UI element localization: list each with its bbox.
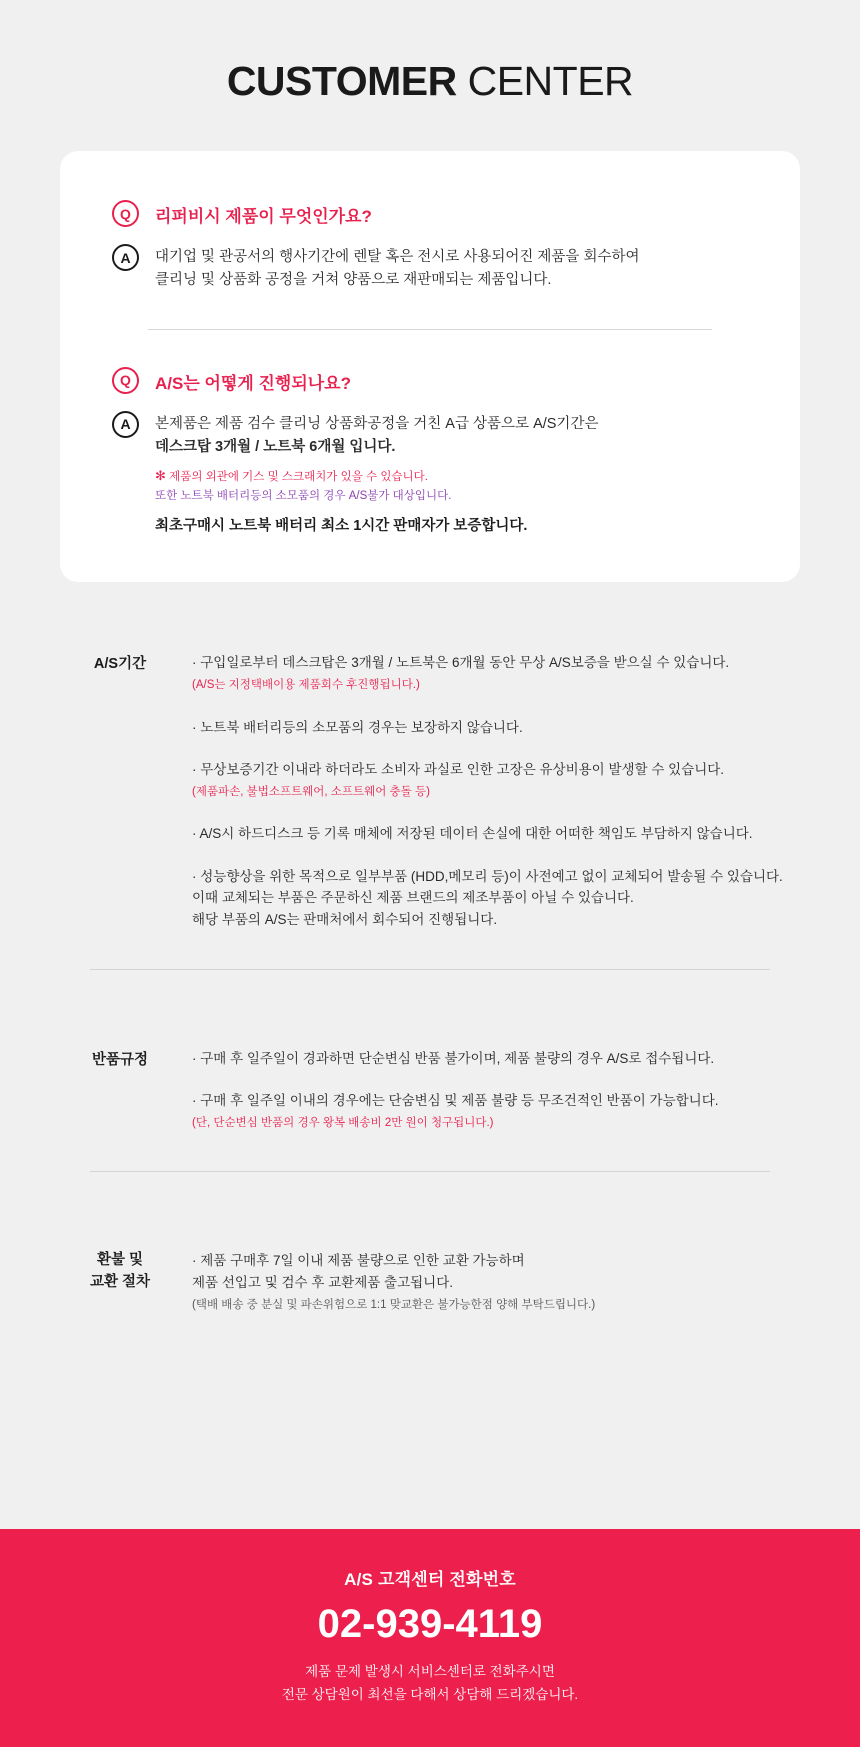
bullet-line: · 무상보증기간 이내라 하더라도 소비자 과실로 인한 고장은 유상비용이 발생할 수 있습니다. <box>192 762 725 778</box>
list-item <box>192 717 800 739</box>
policy-body-refund <box>180 1250 800 1315</box>
faq-answer-line-1: 대기업 및 관공서의 행사기간에 렌탈 혹은 전시로 사용되어진 제품을 회수하여 <box>155 249 640 265</box>
policy-label-return: 반품규정 <box>91 1051 149 1068</box>
faq-answer-line-1: 본제품은 제품 검수 클리닝 상품화공정을 거친 A급 상품으로 A/S기간은 <box>155 415 599 432</box>
policy-label-as: A/S기간 <box>93 656 147 673</box>
faq-answer-line-2: 데스크탑 3개월 / 노트북 6개월 입니다. <box>155 439 396 456</box>
bullet-line: · 제품 구매후 7일 이내 제품 불량으로 인한 교환 가능하며 <box>192 1253 525 1269</box>
faq-answer-line-2: 클리닝 및 상품화 공정을 거쳐 양품으로 재판매되는 제품입니다. <box>155 272 552 289</box>
footer-contact <box>0 1529 860 1747</box>
bullet-line: · 구입일로부터 데스크탑은 3개월 / 노트북은 6개월 동안 무상 A/S보증을 받으실 수 있습니다. <box>192 655 730 671</box>
faq-card <box>60 151 800 582</box>
question-badge-icon: Q <box>112 367 139 394</box>
faq-answer-notes <box>155 465 598 506</box>
faq-question-text: A/S는 어떻게 진행되나요? <box>155 373 351 393</box>
bullet-sub: (단, 단순변심 반품의 경우 왕복 배송비 2만 원이 청구됩니다.) <box>192 1116 494 1129</box>
list-item <box>192 652 800 695</box>
footer-line-2: 전문 상담원이 최선을 다해서 상담해 드리겠습니다. <box>281 1687 579 1703</box>
policy-body-as <box>180 652 800 930</box>
faq-answer-text <box>155 410 598 538</box>
bullet-sub: (택배 배송 중 분실 및 파손위험으로 1:1 맞교환은 불가능한점 양해 부탁드립니다.) <box>192 1298 596 1311</box>
faq-answer-row <box>112 410 748 538</box>
list-item <box>192 823 800 845</box>
section-divider <box>90 969 770 970</box>
page-title <box>0 58 860 105</box>
page-title-bold: CUSTOMER <box>226 58 457 104</box>
page-header <box>0 0 860 151</box>
faq-note-1-text: 제품의 외관에 기스 및 스크래치가 있을 수 있습니다. <box>169 470 428 483</box>
bullet-sub: (제품파손, 불법소프트웨어, 소프트웨어 충돌 등) <box>192 785 430 798</box>
faq-question-text: 리퍼비시 제품이 무엇인가요? <box>155 207 372 226</box>
faq-question-row <box>112 366 748 394</box>
list-item <box>192 1250 800 1315</box>
bullet-line: · 구매 후 일주일 이내의 경우에는 단숨변심 및 제품 불량 등 무조건적인 반품이 가능합니다. <box>192 1093 719 1109</box>
faq-item-2 <box>112 366 748 538</box>
policy-row <box>60 1232 800 1337</box>
policy-section-as <box>60 634 800 1337</box>
faq-note-2: 또한 노트북 배터리등의 소모품의 경우 A/S불가 대상입니다. <box>155 489 452 502</box>
policy-body-return <box>180 1048 800 1134</box>
list-item <box>192 866 800 931</box>
spacer <box>60 1188 800 1232</box>
policy-label-refund: 환불 및 교환 절차 <box>89 1252 151 1291</box>
list-item <box>192 1090 800 1133</box>
page-title-light: CENTER <box>456 58 634 104</box>
faq-item-1 <box>112 199 748 293</box>
bullet-line: 이때 교체되는 부품은 주문하신 제품 브랜드의 제조부품이 아닐 수 있습니다. <box>192 890 634 906</box>
section-divider <box>90 1171 770 1172</box>
faq-answer-final: 최초구매시 노트북 배터리 최소 1시간 판매자가 보증합니다. <box>155 517 528 534</box>
faq-divider <box>148 329 712 330</box>
footer-line-1: 제품 문제 발생시 서비스센터로 전화주시면 <box>305 1663 555 1679</box>
question-badge-icon: Q <box>112 200 139 227</box>
faq-question-row <box>112 199 748 227</box>
asterisk-icon: ✻ <box>155 467 166 483</box>
footer-title: A/S 고객센터 전화번호 <box>344 1569 516 1589</box>
policy-row <box>60 634 800 952</box>
bullet-line: 제품 선입고 및 검수 후 교환제품 출고됩니다. <box>192 1274 453 1290</box>
faq-answer-text <box>155 243 639 293</box>
list-item <box>192 759 800 802</box>
footer-phone-number[interactable]: 02-939-4119 <box>317 1601 543 1646</box>
bullet-line: · 성능향상을 위한 목적으로 일부부품 (HDD,메모리 등)이 사전예고 없이 교체되어 발송될 수 있습니다. <box>192 868 783 884</box>
bullet-line: · A/S시 하드디스크 등 기록 매체에 저장된 데이터 손실에 대한 어떠한 책임도 부담하지 않습니다. <box>192 826 753 842</box>
bullet-line: · 노트북 배터리등의 소모품의 경우는 보장하지 않습니다. <box>192 719 523 735</box>
list-item <box>192 1048 800 1070</box>
spacer <box>60 986 800 1030</box>
bullet-line: · 구매 후 일주일이 경과하면 단순변심 반품 불가이며, 제품 불량의 경우 A/S로 접수됩니다. <box>192 1050 715 1066</box>
answer-badge-icon: A <box>112 411 139 438</box>
policy-row <box>60 1030 800 1156</box>
faq-answer-row <box>112 243 748 293</box>
bullet-sub: (A/S는 지정택배이용 제품회수 후진행됩니다.) <box>192 678 420 691</box>
answer-badge-icon: A <box>112 244 139 271</box>
bullet-line: 해당 부품의 A/S는 판매처에서 회수되어 진행됩니다. <box>192 912 498 928</box>
faq-note-1 <box>155 465 598 487</box>
